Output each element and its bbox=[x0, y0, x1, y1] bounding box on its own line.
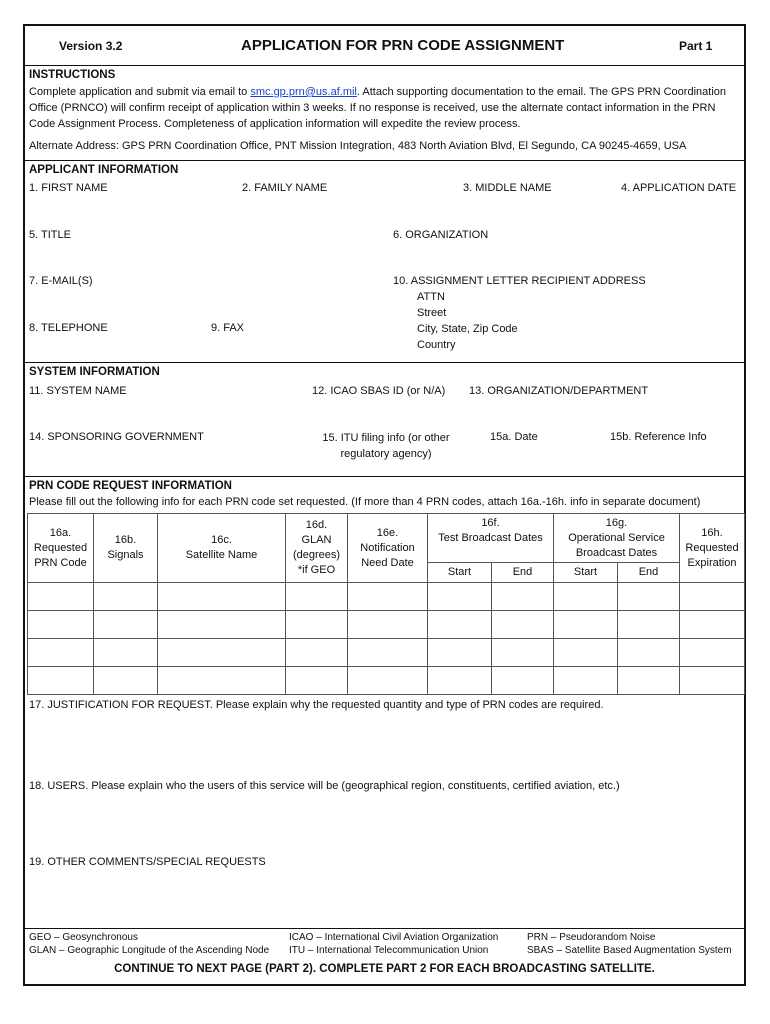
divider bbox=[25, 476, 744, 477]
table-row bbox=[28, 611, 745, 639]
other-comments-field[interactable]: 19. OTHER COMMENTS/SPECIAL REQUESTS bbox=[29, 856, 266, 868]
table-cell[interactable] bbox=[286, 583, 348, 611]
itu-reference-field[interactable]: 15b. Reference Info bbox=[610, 431, 707, 443]
glossary-icao: ICAO – International Civil Aviation Organization bbox=[289, 932, 499, 943]
table-cell[interactable] bbox=[28, 583, 94, 611]
org-department-field[interactable]: 13. ORGANIZATION/DEPARTMENT bbox=[469, 385, 649, 397]
table-cell[interactable] bbox=[618, 639, 680, 667]
col-header-16a: 16a. Requested PRN Code bbox=[28, 514, 94, 583]
table-cell[interactable] bbox=[680, 611, 745, 639]
table-cell[interactable] bbox=[94, 611, 158, 639]
glossary-geo: GEO – Geosynchronous bbox=[29, 932, 138, 943]
table-cell[interactable] bbox=[618, 667, 680, 695]
glossary-prn: PRN – Pseudorandom Noise bbox=[527, 932, 656, 943]
glossary-itu: ITU – International Telecommunication Union bbox=[289, 945, 489, 956]
table-cell[interactable] bbox=[492, 583, 554, 611]
table-row bbox=[28, 639, 745, 667]
table-cell[interactable] bbox=[618, 583, 680, 611]
itu-filing-field[interactable]: 15. ITU filing info (or other regulatory agency) bbox=[322, 432, 450, 460]
middle-name-field[interactable]: 3. MIDDLE NAME bbox=[463, 182, 552, 194]
col-header-16e: 16e. Notification Need Date bbox=[348, 514, 428, 583]
system-heading: SYSTEM INFORMATION bbox=[29, 366, 160, 378]
application-date-field[interactable]: 4. APPLICATION DATE bbox=[621, 182, 737, 194]
divider bbox=[25, 928, 744, 929]
instructions-text: Complete application and submit via email to smc.gp.prn@us.af.mil. Attach supporting documentation to the email. The GPS PRN Coordination Office (PRNCO) will confirm receipt of application within 3 weeks. If no response is received, use the alternate contact information in the PRN Code Assignment Process. Completeness of application information will expedite the review process. bbox=[29, 86, 726, 130]
address-line-attn: ATTN bbox=[417, 291, 445, 303]
table-cell[interactable] bbox=[94, 639, 158, 667]
table-cell[interactable] bbox=[158, 667, 286, 695]
table-cell[interactable] bbox=[554, 667, 618, 695]
table-cell[interactable] bbox=[428, 611, 492, 639]
table-cell[interactable] bbox=[158, 639, 286, 667]
telephone-field[interactable]: 8. TELEPHONE bbox=[29, 322, 108, 334]
form-title: APPLICATION FOR PRN CODE ASSIGNMENT bbox=[241, 37, 565, 54]
divider bbox=[25, 65, 744, 66]
table-cell[interactable] bbox=[428, 583, 492, 611]
col-header-16f-end: End bbox=[492, 563, 554, 583]
prn-request-heading: PRN CODE REQUEST INFORMATION bbox=[29, 480, 232, 492]
col-header-16g-end: End bbox=[618, 563, 680, 583]
table-cell[interactable] bbox=[680, 639, 745, 667]
table-row bbox=[28, 667, 745, 695]
col-header-16d: 16d. GLAN (degrees) *if GEO bbox=[286, 514, 348, 583]
divider bbox=[25, 160, 744, 161]
table-cell[interactable] bbox=[348, 583, 428, 611]
itu-date-field[interactable]: 15a. Date bbox=[490, 431, 538, 443]
continue-notice: CONTINUE TO NEXT PAGE (PART 2). COMPLETE PART 2 FOR EACH BROADCASTING SATELLITE. bbox=[114, 963, 655, 975]
title-field[interactable]: 5. TITLE bbox=[29, 229, 71, 241]
table-cell[interactable] bbox=[348, 667, 428, 695]
table-row bbox=[28, 583, 745, 611]
col-header-16h: 16h. Requested Expiration bbox=[680, 514, 745, 583]
table-cell[interactable] bbox=[618, 611, 680, 639]
col-header-16b: 16b. Signals bbox=[94, 514, 158, 583]
address-line-street: Street bbox=[417, 307, 447, 319]
part-label: Part 1 bbox=[679, 39, 713, 53]
table-cell[interactable] bbox=[28, 611, 94, 639]
users-field[interactable]: 18. USERS. Please explain who the users of this service will be (geographical region, constituents, certified aviation, etc.) bbox=[29, 780, 620, 792]
table-cell[interactable] bbox=[554, 639, 618, 667]
table-cell[interactable] bbox=[348, 611, 428, 639]
glossary-sbas: SBAS – Satellite Based Augmentation System bbox=[527, 945, 732, 956]
table-cell[interactable] bbox=[554, 583, 618, 611]
fax-field[interactable]: 9. FAX bbox=[211, 322, 245, 334]
table-cell[interactable] bbox=[28, 639, 94, 667]
organization-field[interactable]: 6. ORGANIZATION bbox=[393, 229, 489, 241]
table-cell[interactable] bbox=[286, 611, 348, 639]
address-line-country: Country bbox=[417, 339, 456, 351]
justification-field[interactable]: 17. JUSTIFICATION FOR REQUEST. Please explain why the requested quantity and type of PRN codes are required. bbox=[29, 699, 604, 711]
family-name-field[interactable]: 2. FAMILY NAME bbox=[242, 182, 328, 194]
col-header-16f: 16f. Test Broadcast Dates bbox=[428, 514, 554, 563]
instructions-heading: INSTRUCTIONS bbox=[29, 69, 116, 81]
form-page bbox=[23, 24, 746, 986]
recipient-address-field[interactable]: 10. ASSIGNMENT LETTER RECIPIENT ADDRESS bbox=[393, 275, 646, 287]
table-cell[interactable] bbox=[158, 583, 286, 611]
table-cell[interactable] bbox=[492, 639, 554, 667]
col-header-16f-start: Start bbox=[428, 563, 492, 583]
email-field[interactable]: 7. E-MAIL(S) bbox=[29, 275, 93, 287]
prn-request-table bbox=[27, 513, 745, 695]
prn-request-note: Please fill out the following info for each PRN code set requested. (If more than 4 PRN codes, attach 16a.-16h. info in separate document) bbox=[29, 496, 701, 508]
version-label: Version 3.2 bbox=[59, 39, 123, 53]
first-name-field[interactable]: 1. FIRST NAME bbox=[29, 182, 108, 194]
table-cell[interactable] bbox=[286, 639, 348, 667]
table-cell[interactable] bbox=[28, 667, 94, 695]
table-cell[interactable] bbox=[94, 583, 158, 611]
table-cell[interactable] bbox=[428, 639, 492, 667]
system-name-field[interactable]: 11. SYSTEM NAME bbox=[29, 385, 127, 397]
table-cell[interactable] bbox=[94, 667, 158, 695]
table-cell[interactable] bbox=[492, 667, 554, 695]
icao-sbas-id-field[interactable]: 12. ICAO SBAS ID (or N/A) bbox=[312, 385, 446, 397]
table-cell[interactable] bbox=[286, 667, 348, 695]
alternate-address: Alternate Address: GPS PRN Coordination Office, PNT Mission Integration, 483 North Aviation Blvd, El Segundo, CA 90245-4659, USA bbox=[29, 140, 687, 152]
table-cell[interactable] bbox=[680, 583, 745, 611]
divider bbox=[25, 362, 744, 363]
table-cell[interactable] bbox=[492, 611, 554, 639]
table-cell[interactable] bbox=[158, 611, 286, 639]
col-header-16c: 16c. Satellite Name bbox=[158, 514, 286, 583]
table-cell[interactable] bbox=[348, 639, 428, 667]
address-line-city: City, State, Zip Code bbox=[417, 323, 518, 335]
glossary-glan: GLAN – Geographic Longitude of the Ascending Node bbox=[29, 945, 270, 956]
email-link[interactable]: smc.gp.prn@us.af.mil bbox=[250, 86, 357, 98]
table-cell[interactable] bbox=[554, 611, 618, 639]
table-cell[interactable] bbox=[680, 667, 745, 695]
table-cell[interactable] bbox=[428, 667, 492, 695]
col-header-16g: 16g. Operational Service Broadcast Dates bbox=[554, 514, 680, 563]
sponsoring-government-field[interactable]: 14. SPONSORING GOVERNMENT bbox=[29, 431, 204, 443]
applicant-heading: APPLICANT INFORMATION bbox=[29, 164, 179, 176]
col-header-16g-start: Start bbox=[554, 563, 618, 583]
